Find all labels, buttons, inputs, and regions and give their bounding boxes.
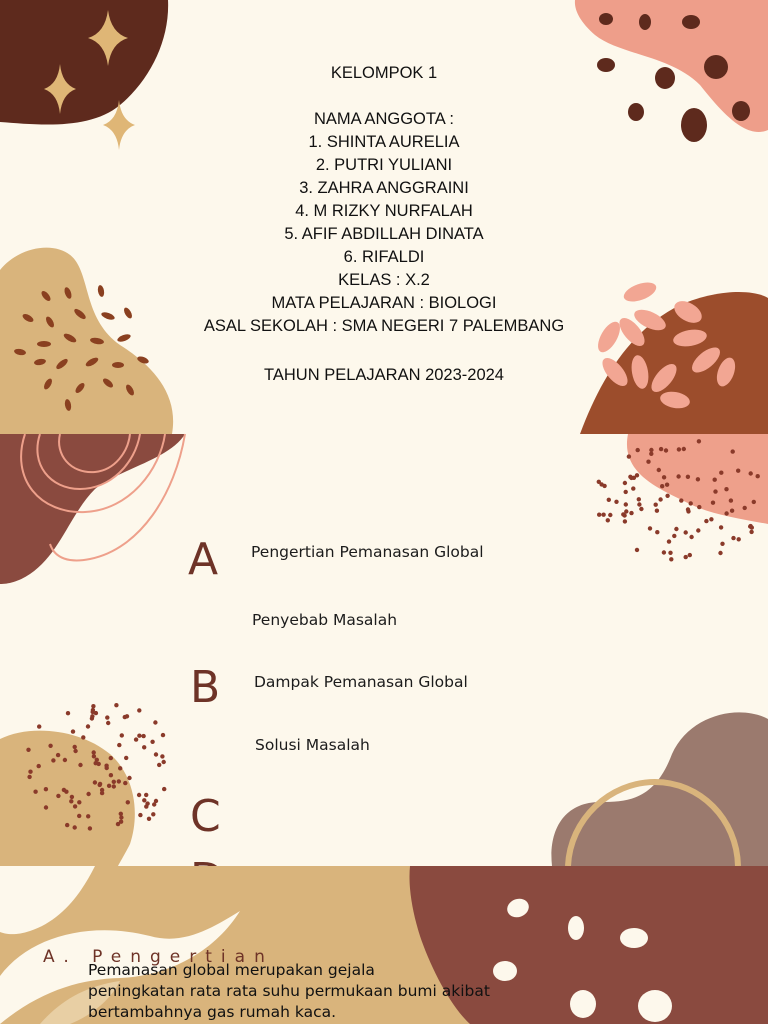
decor-dot — [635, 548, 639, 552]
decor-dot — [637, 497, 641, 501]
decor-dot — [134, 737, 138, 741]
decor-dot — [677, 447, 681, 451]
decor-dot — [614, 500, 618, 504]
decor-dot — [627, 454, 631, 458]
decor-dot — [737, 537, 741, 541]
decor-dot — [137, 793, 141, 797]
decor-dot — [731, 449, 735, 453]
toc-item-4: Solusi Masalah — [255, 736, 370, 754]
decor-dot — [151, 812, 155, 816]
decor-dot — [28, 770, 32, 774]
decor-dot — [674, 527, 678, 531]
decor-dot — [70, 795, 74, 799]
decor-dot — [648, 526, 652, 530]
decor-dot — [724, 487, 728, 491]
member-item: 3. ZAHRA ANGGRAINI — [299, 179, 469, 197]
decor-dot — [608, 513, 612, 517]
decor-dot — [98, 782, 102, 786]
school-line: ASAL SEKOLAH : SMA NEGERI 7 PALEMBANG — [203, 317, 565, 335]
decor-dot — [104, 764, 108, 768]
decor-dot — [88, 826, 92, 830]
decor-dot — [86, 724, 90, 728]
decor-dot — [711, 501, 715, 505]
decor-dot — [709, 517, 713, 521]
decor-dot — [107, 784, 111, 788]
decor-dot — [724, 511, 728, 515]
decor-dot — [667, 539, 671, 543]
decor-dot — [73, 825, 77, 829]
decor-dot — [624, 502, 628, 506]
decor-dot — [719, 471, 723, 475]
decor-dot — [109, 756, 113, 760]
member-item: 2. PUTRI YULIANI — [315, 156, 453, 174]
decor-dot — [93, 780, 97, 784]
decor-dot — [26, 748, 30, 752]
decor-dot — [696, 477, 700, 481]
decor-dot — [749, 471, 753, 475]
cover-text-block — [0, 62, 768, 387]
decor-dot — [682, 447, 686, 451]
decor-dot — [669, 557, 673, 561]
decor-dot — [114, 703, 118, 707]
decor-dot — [44, 787, 48, 791]
decor-dot — [649, 452, 653, 456]
decor-dot — [704, 519, 708, 523]
decor-dot — [90, 716, 94, 720]
decor-dot — [48, 744, 52, 748]
decor-dot — [123, 715, 127, 719]
decor-dot — [37, 724, 41, 728]
decor-dot — [660, 484, 664, 488]
members-heading: NAMA ANGGOTA : — [314, 110, 454, 128]
decor-dot — [153, 720, 157, 724]
decor-dot — [686, 475, 690, 479]
decor-dot — [713, 478, 717, 482]
decor-dot — [142, 745, 146, 749]
decor-dot — [51, 758, 55, 762]
decor-dot — [97, 762, 101, 766]
group-title: KELOMPOK 1 — [330, 64, 438, 82]
decor-dot — [697, 505, 701, 509]
decor-dot — [658, 497, 662, 501]
decor-dot — [654, 503, 658, 507]
sand-blob-bottom-left — [0, 731, 135, 866]
subject-line: MATA PELAJARAN : BIOLOGI — [271, 294, 497, 312]
decor-dot — [162, 787, 166, 791]
decor-dot — [637, 502, 641, 506]
decor-dot — [73, 804, 77, 808]
decor-dot — [665, 483, 669, 487]
decor-dot — [37, 764, 41, 768]
decor-dot — [64, 790, 68, 794]
decor-dot — [688, 553, 692, 557]
decor-dot — [665, 494, 669, 498]
decor-dot — [635, 473, 639, 477]
decor-dot — [77, 814, 81, 818]
decor-dot — [606, 518, 610, 522]
member-item: 1. SHINTA AURELIA — [308, 133, 460, 151]
decor-dot — [100, 791, 104, 795]
decor-dot — [161, 733, 165, 737]
class-line: KELAS : X.2 — [338, 271, 430, 289]
cover-slide — [0, 0, 768, 434]
decor-dot — [597, 480, 601, 484]
decor-dot — [142, 798, 146, 802]
decor-dot — [697, 439, 701, 443]
decor-dot — [86, 814, 90, 818]
body-line: Pemanasan global merupakan gejala — [88, 961, 375, 979]
decor-dot — [112, 780, 116, 784]
decor-dot — [636, 448, 640, 452]
contents-decoration — [0, 434, 768, 866]
decor-dot — [44, 805, 48, 809]
section-heading: A. Pengertian — [43, 947, 274, 967]
toc-letter-a: A — [188, 534, 219, 585]
decor-dot — [622, 513, 626, 517]
toc-item-1: Pengertian Pemanasan Global — [251, 543, 484, 561]
decor-dot — [731, 536, 735, 540]
decor-dot — [157, 763, 161, 767]
decor-dot — [607, 498, 611, 502]
decor-dot — [719, 525, 723, 529]
decor-dot — [154, 799, 158, 803]
decor-dot — [730, 509, 734, 513]
decor-dot — [73, 745, 77, 749]
decor-dot — [138, 813, 142, 817]
decor-dot — [71, 729, 75, 733]
decor-dot — [137, 734, 141, 738]
decor-dot — [120, 733, 124, 737]
decor-dot — [77, 800, 81, 804]
decor-dot — [109, 773, 113, 777]
decor-dot — [749, 530, 753, 534]
academic-year: TAHUN PELAJARAN 2023-2024 — [264, 366, 504, 384]
decor-dot — [65, 823, 69, 827]
decor-dot — [631, 486, 635, 490]
decor-dot — [33, 790, 37, 794]
decor-dot — [664, 448, 668, 452]
decor-dot — [646, 460, 650, 464]
member-item: 6. RIFALDI — [343, 248, 425, 266]
decor-dot — [639, 507, 643, 511]
decor-dot — [655, 530, 659, 534]
decor-dot — [672, 534, 676, 538]
decor-dot — [676, 474, 680, 478]
decor-dot — [689, 535, 693, 539]
decor-dot — [73, 749, 77, 753]
decor-dot — [756, 474, 760, 478]
decor-dot — [718, 551, 722, 555]
decor-dot — [86, 792, 90, 796]
decor-dot — [748, 524, 752, 528]
decor-dot — [66, 711, 70, 715]
decor-dot — [127, 776, 131, 780]
toc-letter-b: B — [190, 662, 221, 713]
decor-dot — [27, 775, 31, 779]
decor-dot — [56, 794, 60, 798]
decor-dot — [655, 509, 659, 513]
decor-dot — [118, 766, 122, 770]
decor-dot — [119, 815, 123, 819]
decor-dot — [144, 804, 148, 808]
decor-dot — [147, 817, 151, 821]
decor-dot — [150, 740, 154, 744]
toc-letter-c: C — [190, 791, 221, 842]
decor-dot — [624, 490, 628, 494]
decor-dot — [729, 498, 733, 502]
member-item: 5. AFIF ABDILLAH DINATA — [284, 225, 484, 243]
body-line: peningkatan rata rata suhu permukaan bumi akibat — [88, 982, 490, 1000]
decor-dot — [752, 500, 756, 504]
decor-dot — [623, 519, 627, 523]
decor-dot — [662, 550, 666, 554]
section-a-slide — [0, 866, 768, 1024]
decor-dot — [105, 715, 109, 719]
decor-dot — [123, 781, 127, 785]
decor-dot — [63, 758, 67, 762]
decor-dot — [713, 489, 717, 493]
decor-dot — [81, 735, 85, 739]
decor-dot — [112, 784, 116, 788]
decor-dot — [126, 800, 130, 804]
decor-dot — [649, 448, 653, 452]
decor-dot — [601, 513, 605, 517]
decor-dot — [154, 752, 158, 756]
decor-dot — [91, 708, 95, 712]
decor-dot — [106, 721, 110, 725]
decor-dot — [628, 475, 632, 479]
decor-dot — [736, 469, 740, 473]
decor-dot — [684, 555, 688, 559]
decor-dot — [91, 704, 95, 708]
decor-dot — [684, 530, 688, 534]
decor-dot — [162, 760, 166, 764]
member-item: 4. M RIZKY NURFALAH — [295, 202, 473, 220]
decor-dot — [689, 501, 693, 505]
decor-dot — [624, 509, 628, 513]
decor-dot — [659, 447, 663, 451]
decor-dot — [56, 753, 60, 757]
section-body — [88, 960, 508, 1023]
decor-dot — [668, 551, 672, 555]
decor-dot — [92, 750, 96, 754]
decor-dot — [137, 708, 141, 712]
toc-item-3: Dampak Pemanasan Global — [254, 673, 468, 691]
decor-dot — [623, 481, 627, 485]
decor-dot — [144, 793, 148, 797]
decor-dot — [720, 542, 724, 546]
decor-dot — [119, 820, 123, 824]
decor-dot — [160, 754, 164, 758]
decor-dot — [117, 779, 121, 783]
decor-dot — [743, 506, 747, 510]
decor-dot — [686, 507, 690, 511]
decor-dot — [597, 513, 601, 517]
body-line: bertambahnya gas rumah kaca. — [88, 1003, 337, 1021]
decor-dot — [95, 758, 99, 762]
decor-dot — [141, 734, 145, 738]
decor-dot — [696, 528, 700, 532]
contents-slide — [0, 434, 768, 866]
toc-item-2: Penyebab Masalah — [252, 611, 398, 629]
decor-dot — [679, 498, 683, 502]
decor-dot — [662, 475, 666, 479]
decor-dot — [629, 511, 633, 515]
decor-dot — [78, 763, 82, 767]
decor-dot — [92, 754, 96, 758]
decor-dot — [657, 468, 661, 472]
decor-dot — [69, 799, 73, 803]
decor-dot — [117, 743, 121, 747]
decor-dot — [124, 756, 128, 760]
decor-dot — [119, 812, 123, 816]
